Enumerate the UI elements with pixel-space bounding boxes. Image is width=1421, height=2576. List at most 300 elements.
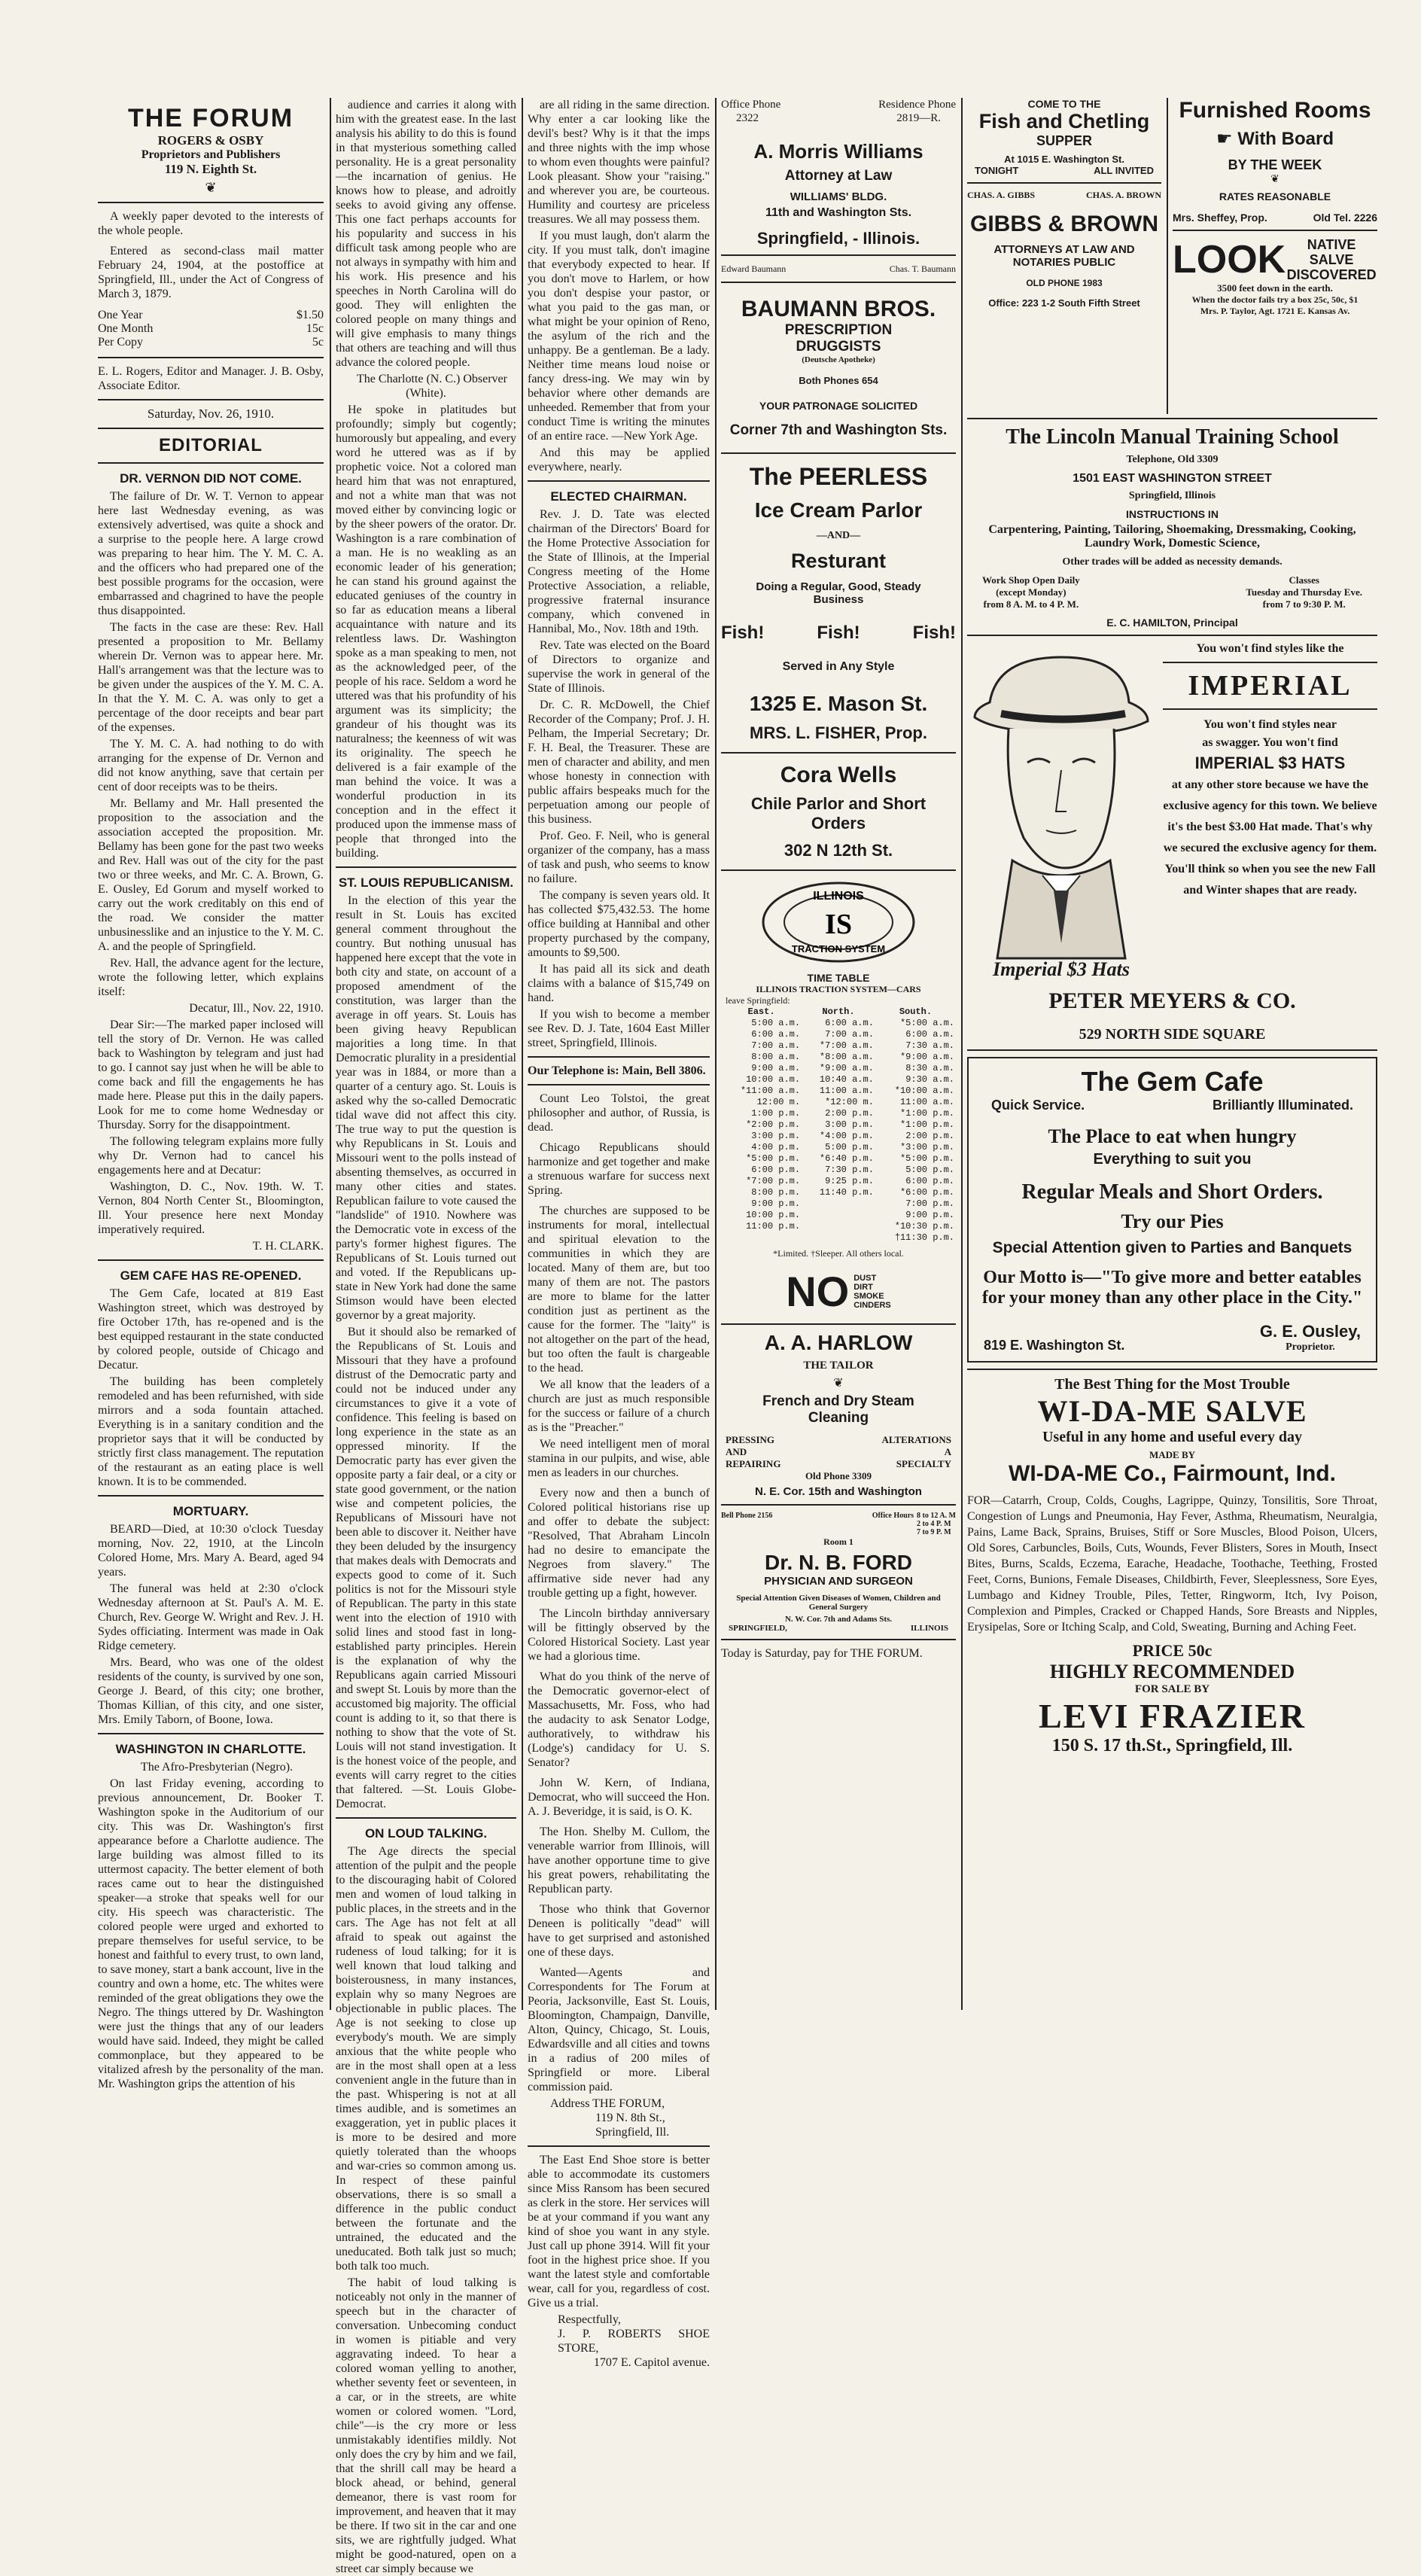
paragraph: The company is seven years old. It has collected $75,432.53. The home office building at Hannibal and other property purchased by the company, amounts to $9,500. (528, 889, 710, 959)
ad-other: Other trades will be added as necessity demands. (1062, 556, 1283, 568)
editorial-heading: EDITORIAL (159, 435, 263, 455)
ad-furnished-rooms (1173, 98, 1377, 224)
gem-line: Special Attention given to Parties and Banquets (992, 1239, 1353, 1256)
look-feet: 3500 feet down in the earth. (1217, 282, 1333, 294)
ad-address: At 1015 E. Washington St. (1004, 154, 1124, 165)
column-rule (522, 98, 523, 2010)
col-header: North. (822, 1006, 855, 1017)
timetable-cell: *11:00 a.m. (740, 1086, 801, 1096)
timetable-cell: 9:00 a.m. (751, 1063, 801, 1073)
timetable-row (721, 1165, 956, 1176)
divider (967, 635, 1377, 636)
divider (98, 1495, 324, 1497)
paragraph: The Y. M. C. A. had nothing to do with arranging for the expense of Dr. Vernon and did not know anything, save that certain per cent of door receipts was to be theirs. (98, 738, 324, 793)
hours-line: Work Shop Open Daily (982, 574, 1080, 586)
ad-ford (721, 1512, 956, 1633)
ad-baumann (721, 289, 956, 446)
ad-cora-wells (721, 760, 956, 863)
timetable-cell: 6:00 a.m. (751, 1029, 801, 1040)
divider (967, 1049, 1377, 1051)
man-in-hat-icon (967, 642, 1155, 958)
timetable-cell: *10:30 p.m. (894, 1221, 954, 1232)
ad-name: Furnished Rooms (1179, 98, 1371, 123)
residence-phone-number: 2819—R. (896, 112, 941, 124)
timetable-header (721, 1006, 956, 1018)
timetable-row (721, 1153, 956, 1165)
timetable-row (721, 1029, 956, 1040)
paragraph: Dear Sir:—The marked paper inclosed will tell the story of Dr. Vernon. He was called back to Washington by telegram and just had to go. I cannot say just when he will be able to come back and fill the engagements he has made here. Please put this in the daily papers. Look for me to come home Wednesday or Thursday. Sorry for the disappointment. (98, 1019, 324, 1131)
ad-line: DRUGGISTS (796, 339, 881, 355)
ad-lincoln-school (967, 425, 1377, 629)
ad-imperial (967, 642, 1377, 1026)
ad-description: Doing a Regular, Good, Steady Business (756, 580, 921, 606)
ad-title: Attorney at Law (784, 168, 893, 184)
divider (967, 182, 1161, 184)
column-2 (336, 98, 516, 2575)
gem-footer (976, 1322, 1368, 1353)
timetable-cell: *5:00 p.m. (746, 1153, 801, 1164)
divider (98, 202, 324, 203)
address-line: Address THE FORUM, (550, 2097, 665, 2110)
ad-address: N. E. Cor. 15th and Washington (755, 1485, 922, 1498)
timetable-cell: 6:00 a.m. (825, 1018, 874, 1028)
paragraph: Washington, D. C., Nov. 19th. W. T. Vernon, 804 North Center St., Bloomington, Ill. Your presence here next Monday imperatively required. (98, 1180, 324, 1236)
article-body (528, 1204, 710, 1480)
timetable-cell: 7:30 p.m. (825, 1165, 874, 1175)
masthead-subtitle: Proprietors and Publishers (141, 148, 281, 161)
rate-label: One Month (98, 322, 154, 335)
divider (721, 1504, 956, 1506)
divider (967, 1369, 1377, 1370)
masthead-address: 119 N. Eighth St. (164, 162, 257, 176)
timetable-cell (802, 1232, 875, 1244)
imperial-top: You won't find styles like the (1196, 642, 1344, 655)
timetable-cell: 6:00 p.m. (751, 1165, 801, 1175)
gibbs-names (967, 190, 1161, 201)
divider (336, 1817, 516, 1819)
paragraph: The building has been completely remodeled and has been refurnished, with side mirrors and a soda fountain attached. Everything is in a sanitary condition and the proprietor says that it will be conducted by strictly first class management. The reputation of the restaurant as an eating place is well known. It is to be commended. (98, 1375, 324, 1488)
hours-label: Office Hours (872, 1512, 914, 1520)
timetable-cell: †11:30 p.m. (894, 1232, 954, 1243)
owner-name: G. E. Ousley, (1259, 1322, 1361, 1341)
timetable-cell: 7:30 a.m. (905, 1040, 954, 1051)
dealer-address: 529 NORTH SIDE SQUARE (1079, 1026, 1266, 1043)
service-line: AND (726, 1446, 747, 1457)
paragraph: It has paid all its sick and death claims with a balance of $15,749 on hand. (528, 963, 710, 1004)
issue-date: Saturday, Nov. 26, 1910. (147, 406, 275, 421)
ornament-icon: ❦ (1270, 174, 1280, 185)
column-3 (528, 98, 710, 2369)
timetable-row (721, 1052, 956, 1063)
timetable-row (721, 1086, 956, 1097)
signoff: Respectfully, (558, 2313, 621, 2326)
imperial-line: as swagger. You won't find (1202, 736, 1338, 749)
ad-widame (967, 1376, 1377, 1756)
ad-corner: Corner 7th and Washington Sts. (729, 422, 948, 438)
ad-title: ATTORNEYS AT LAW AND NOTARIES PUBLIC (993, 243, 1135, 269)
paragraph: The Age directs the special attention of the pulpit and the people to the discouraging habit of Colored men and women of loud talking in public places, in the streets and in the cars. The Age has not felt at all afraid to speak out against the rudeness of loud talking; for it is well known that loud talking and boisterousness, in many instances, explain why so many Negroes are objectionable in public places. The Age is not seeking to close up everybody's mouth. We are simply anxious that the white people who are in the most shall open at a less convenient angle in the future than in the past. Whispering is not at all times audible, and is sometimes an exaggeration, yet in public places it is more to be desired and more quietly tolerated than the whoops and war-cries so common among us. In respect of these painful observations, there is so small a difference in the public conduct between the fortunate and the untrained, the educated and the uneducated. Both talk just so much; both talk too much. (336, 1845, 516, 2273)
baumann-names (721, 262, 956, 276)
invited-label: ALL INVITED (1094, 165, 1154, 176)
timetable-cell: 10:00 a.m. (746, 1074, 801, 1085)
gem-owner (1260, 1322, 1361, 1353)
imperial-line: at any other store because we have the exclusive agency for this town. We believe it's the best $3.00 Hat made. That's why we secured the exclusive agency for them. You'll think so when you see the new Fall and Winter shapes that are ready. (1163, 778, 1377, 897)
rate-label: One Year (98, 309, 143, 321)
hours-line: Tuesday and Thursday Eve. (1246, 586, 1362, 598)
timetable-row (721, 1176, 956, 1187)
timetable-cell: 8:00 a.m. (751, 1052, 801, 1062)
ad-line: French and Dry Steam (762, 1393, 914, 1409)
gem-motto: Our Motto is—"To give more and better eatables for your money than any other place in the City." (981, 1268, 1363, 1308)
ford-phone: Bell Phone 2156 (721, 1512, 773, 1520)
timetable-cell: 7:00 p.m. (905, 1198, 954, 1209)
paragraph: Wanted—Agents and Correspondents for The Forum at Peoria, Jacksonville, East St. Louis, Bloomington, Champaign, Danville, Alton, Quincy, Chicago, St. Louis, Edwardsville and all cities and towns in a radius of 200 miles of Springfield or more. Liberal commission paid. (528, 1966, 710, 2093)
gem-quick: Quick Service. (991, 1098, 1085, 1113)
timetable-row (721, 1221, 956, 1232)
timetable-cell (802, 1198, 875, 1210)
timetable-cell: *7:00 a.m. (819, 1040, 874, 1051)
paragraph: And this may be applied everywhere, nearly. (528, 446, 710, 473)
harlow-services (721, 1434, 956, 1470)
widame-made: MADE BY (1149, 1449, 1196, 1460)
paragraph: Mrs. Beard, who was one of the oldest residents of the county, is survived by one son, George J. Beard, of this city; one brother, Thomas Killian, of this city, and one sister, Mrs. Emily Taborn, of Boone, Iowa. (98, 1656, 324, 1726)
gem-tagline (976, 1098, 1368, 1113)
timetable-cell: *9:00 a.m. (819, 1063, 874, 1073)
ad-address: 1325 E. Mason St. (749, 692, 928, 715)
timetable-row (721, 1108, 956, 1119)
divider (967, 418, 1377, 419)
divider (721, 869, 956, 871)
widame-sale: FOR SALE BY (1134, 1683, 1210, 1695)
service-line: REPAIRING (726, 1458, 781, 1469)
partner-name: CHAS. A. BROWN (1085, 190, 1161, 200)
newspaper-page (98, 98, 1377, 2575)
masthead-description: A weekly paper devoted to the interests of the whole people. (98, 210, 324, 237)
timetable-cell: 8:00 p.m. (751, 1187, 801, 1198)
timetable-row (721, 1097, 956, 1108)
paragraph: The funeral was held at 2:30 o'clock Wednesday afternoon at St. Paul's A. M. E. Church, Rev. George W. Wright and Rev. J. H. Sydes officiating. Interment was made in Oak Ridge cemetery. (98, 1582, 324, 1652)
ad-name: GIBBS & BROWN (970, 212, 1158, 236)
paragraph: Chicago Republicans should harmonize and get together and make a strenuous warfare for success next Spring. (528, 1141, 710, 1197)
class-hours (1246, 574, 1362, 611)
ad-no-dust (721, 1268, 956, 1315)
paragraph: We all know that the leaders of a church are just as much responsible for the success or failure of a church as is the "Preacher." (528, 1378, 710, 1434)
timetable-cell: 2:00 p.m. (905, 1131, 954, 1141)
ad-name: Dr. N. B. FORD (764, 1551, 912, 1574)
ford-hours (872, 1512, 956, 1536)
ad-gibbs-brown (967, 190, 1161, 309)
ad-title: THE TAILOR (803, 1360, 874, 1372)
hours-line: 8 to 12 A. M (917, 1512, 956, 1520)
ad-and: —AND— (816, 530, 861, 541)
timetable-cell: 11:40 p.m. (819, 1187, 874, 1198)
ad-line: Resturant (790, 550, 887, 572)
timetable-cell: *1:00 p.m. (899, 1119, 954, 1130)
column-rule (715, 98, 717, 2010)
no-item: DIRT (854, 1283, 873, 1292)
timetable-row (721, 1198, 956, 1210)
timetable-leave: leave Springfield: (726, 995, 790, 1006)
hours-line: 7 to 9 P. M (917, 1528, 951, 1536)
timetable-cell: 6:00 a.m. (905, 1029, 954, 1040)
timetable-cell: *4:00 p.m. (819, 1131, 874, 1141)
paragraph: BEARD—Died, at 10:30 o'clock Tuesday morning, Nov. 22, 1910, at the Lincoln Colored Home, Mrs. Mary A. Beard, aged 94 years. (98, 1523, 324, 1579)
timetable-row (721, 1131, 956, 1142)
timetable-cell: *5:00 p.m. (899, 1153, 954, 1164)
article-body (336, 894, 516, 1811)
ad-address: 11th and Washington Sts. (765, 206, 912, 219)
widame-company: WI-DA-ME Co., Fairmount, Ind. (1009, 1461, 1336, 1486)
timetable-body (721, 1018, 956, 1244)
column-rule (1167, 98, 1168, 414)
look-price: When the doctor fails try a box 25c, 50c, $1 (1191, 294, 1359, 305)
imperial-line: You won't find styles near (1203, 718, 1337, 731)
office-phone-label: Office Phone (721, 99, 781, 111)
divider (528, 1056, 710, 1058)
divider (1163, 662, 1377, 663)
timetable-cell: *9:00 a.m. (899, 1052, 954, 1062)
timetable-cell: 8:30 a.m. (905, 1063, 954, 1073)
gem-line: Regular Meals and Short Orders. (1021, 1180, 1323, 1204)
gem-address: 819 E. Washington St. (984, 1338, 1125, 1353)
timetable-cell: 9:25 p.m. (825, 1176, 874, 1186)
timetable-row (721, 1187, 956, 1198)
ad-name: A. Morris Williams (753, 140, 923, 163)
paragraph: In the election of this year the result in St. Louis has excited general comment throughout the country. But nothing unusual has happened here except that the vote in both city and state, on account of a proposed amendment of the constitution, was larger than the average in off years. St. Louis has been giving heavy Republican majorities a long time. In that Democratic plurality in a presidential year was in 1884, or more than a quarter of a century ago. St. Louis is asked why the so-called Democratic tidal wave did not affect this city. The true way to put the question is why Republicans in St. Louis and Missouri went to the polls instead of absenting themselves, as occurred in many other cities and states. Republican failure to vote caused the "landslide" of 1910. Nowhere was the Democratic vote in excess of the party's former highest figures. The Republicans of St. Louis turned out and voted. If the Republicans up-state in New York had done the same Stimson would have been elected governor by a great majority. (336, 894, 516, 1322)
ad-special: Special Attention Given Diseases of Women, Children and General Surgery (736, 1594, 941, 1612)
divider (1163, 708, 1377, 710)
timetable-cell: 7:00 a.m. (825, 1029, 874, 1040)
look-line: DISCOVERED (1286, 267, 1377, 282)
ad-williams (721, 98, 956, 248)
ad-line: RATES REASONABLE (1219, 190, 1331, 202)
paragraph: We need intelligent men of moral stamina in our pulpits, and wise, able men as leaders in our churches. (528, 1438, 710, 1479)
paragraph: Prof. Geo. F. Neil, who is general organizer of the company, has a mass of task and push, who seems to know no failure. (528, 830, 710, 885)
logo-bottom-text: TRACTION SYSTEM (791, 943, 886, 955)
timetable-cell: *3:00 p.m. (899, 1142, 954, 1153)
widame-address: 150 S. 17 th.St., Springfield, Ill. (1051, 1736, 1293, 1755)
ad-fish-supper (967, 98, 1161, 176)
ad-peerless (721, 460, 956, 746)
divider (98, 462, 324, 464)
paragraph: If you wish to become a member see Rev. D. J. Tate, 1604 East Miller street, Springfield, Illinois. (528, 1008, 710, 1049)
timetable-cell: 3:00 p.m. (825, 1119, 874, 1130)
ad-phone: OLD PHONE 1983 (1026, 278, 1103, 288)
hours-line: (except Monday) (996, 586, 1067, 598)
divider (528, 1084, 710, 1086)
timetable-row (721, 1040, 956, 1052)
imperial-dealer (967, 988, 1377, 1014)
divider (721, 254, 956, 256)
service-line: SPECIALTY (896, 1458, 951, 1469)
ad-traction (721, 877, 956, 1260)
timetable-cell: *6:00 p.m. (899, 1187, 954, 1198)
masthead-proprietors: ROGERS & OSBY (157, 133, 264, 148)
ford-room: Room 1 (823, 1536, 854, 1547)
ad-line: BY THE WEEK (1228, 157, 1322, 172)
no-item: SMOKE (854, 1292, 884, 1301)
divider (721, 1639, 956, 1640)
partner-name: Edward Baumann (721, 263, 787, 274)
timetable-cell: 4:00 p.m. (751, 1142, 801, 1153)
signature-address: 1707 E. Capitol avenue. (593, 2356, 710, 2369)
ad-name: A. A. HARLOW (764, 1331, 913, 1354)
address-block (528, 2096, 710, 2139)
article-heading: MORTUARY. (172, 1504, 249, 1518)
masthead-entered: Entered as second-class mail matter February 24, 1904, at the postoffice at Springfield, Ill., under the Act of Congress of March 3, 1879. (98, 245, 324, 300)
rate-row (98, 336, 324, 349)
paragraph: Every now and then a bunch of Colored political historians rise up and offer to debate the subject: "Resolved, That Abraham Lincoln had no desire to emancipate the Negroes from slavery." The affirmative side never had any trouble getting up a fight, however. (528, 1487, 710, 1600)
rate-price: 15c (306, 322, 324, 335)
ad-line: Chile Parlor and Short (750, 794, 927, 813)
column-4 (721, 98, 956, 2014)
imperial-line: IMPERIAL $3 HATS (1194, 754, 1346, 772)
owner-title: Proprietor. (1286, 1341, 1335, 1353)
masthead (98, 104, 324, 196)
ad-proprietor: MRS. L. FISHER, Prop. (750, 723, 927, 742)
ad-patronage: YOUR PATRONAGE SOLICITED (759, 400, 918, 412)
rooms-proprietor: Mrs. Sheffey, Prop. (1173, 212, 1267, 224)
article-heading: GEM CAFE HAS RE-OPENED. (120, 1268, 302, 1283)
pay-notice: Today is Saturday, pay for THE FORUM. (721, 1647, 923, 1660)
hours-list (917, 1512, 956, 1536)
ad-line: PRESCRIPTION (784, 322, 893, 338)
ornament-icon: ❦ (833, 1377, 844, 1390)
timetable-cell: *12:00 m. (825, 1097, 874, 1107)
timetable-cell: *5:00 a.m. (899, 1018, 954, 1028)
ad-harlow (721, 1331, 956, 1498)
imperial-brand: IMPERIAL (1188, 670, 1353, 702)
article-body (336, 98, 516, 860)
paragraph: Rev. Hall, the advance agent for the lecture, wrote the following letter, which explains itself: (98, 957, 324, 998)
city-left: SPRINGFIELD, (729, 1624, 787, 1633)
timetable-cell: *10:00 a.m. (894, 1086, 954, 1096)
partner-name: CHAS. A. GIBBS (967, 190, 1036, 200)
widame-uses: FOR—Catarrh, Croup, Colds, Coughs, Lagrippe, Quinzy, Tonsilitis, Sore Throat, Congestion of Lungs and Pneumonia, Hay Fever, Asthma, Rheumatism, Neuralgia, Pains, Lame Back, Sprains, Bruises, Stiff or Sore Muscles, Blood Poison, Ulcers, Old Sores, Carbuncles, Boils, Cuts, Wounds, Fever Blisters, Sores in Mouth, Insect Bites, Burns, Scalds, Eczema, Earache, Headache, Toothache, Teething, Frosted Feet, Corns, Bunions, Female Diseases, Childbirth, Fever, Sleeplessness, Sore Eyes, Lumbago and Kidney Trouble, Piles, Tetter, Ringworm, Itch, Ivy Poison, Complexion and Pimples, Cracked or Chapped Hands, Sore Breasts and Nipples, Erysipelas, Sore or Itching Scalp, and Cold, Sweating, Burning and Aching Feet. (967, 1494, 1377, 1634)
paragraph: The failure of Dr. W. T. Vernon to appear here last Wednesday evening, as was extensively advertised, was quite a shock and a surprise to the people here. A large crowd was preparing to hear him. The Y. M. C. A. and the officers who had prepared one of the best possible programs for the occasion, were embarrassed and chagrined to have the people thus disappointed. (98, 490, 324, 617)
ad-line: SUPPER (1036, 133, 1093, 148)
logo-top-text: ILLINOIS (813, 890, 864, 903)
fish-word: Fish! (817, 623, 860, 643)
timetable-cell: 9:00 p.m. (905, 1210, 954, 1220)
timetable-cell: 5:00 a.m. (751, 1018, 801, 1028)
ad-city: Springfield, Illinois (1128, 490, 1216, 501)
timetable-cell: *1:00 p.m. (899, 1108, 954, 1119)
timetable-footnote: *Limited. †Sleeper. All others local. (773, 1248, 904, 1259)
hours-line: from 7 to 9:30 P. M. (1262, 598, 1346, 610)
rate-label: Per Copy (98, 336, 143, 349)
divider (98, 1259, 324, 1261)
no-item: CINDERS (854, 1301, 891, 1310)
rate-price: 5c (312, 336, 324, 349)
timetable-cell: *8:00 a.m. (819, 1052, 874, 1062)
paragraph: Rev. Tate was elected on the Board of Directors to organize and supervise the work in general of the State of Illinois. (528, 639, 710, 695)
article-body (336, 1844, 516, 2576)
traction-logo (721, 877, 956, 967)
widame-name: WI-DA-ME SALVE (1037, 1394, 1307, 1428)
ad-building: WILLIAMS' BLDG. (790, 190, 887, 203)
paragraph: are all riding in the same direction. Why enter a car looking like the devil's best? Why is it that the imps and three nights with the imp whose to whom even thoughts were painful? Look pleasant. Show your "raising." and wherever you are, be courteous. Humility and courtesy are priceless treasures. We all may possess them. (528, 99, 710, 226)
timetable-row (721, 1018, 956, 1029)
paragraph: What do you think of the nerve of the Democratic governor-elect of Massachusetts, Mr. Foss, who had the audacity to ask Senator Lodge, authoratively, to withdraw his (Lodge's) candidacy for U. S. Senator? (528, 1670, 710, 1769)
ford-city (721, 1624, 956, 1633)
ad-address: 302 N 12th St. (784, 841, 893, 860)
article-body (98, 489, 324, 1253)
paragraph: But it should also be remarked of the Republicans of St. Louis and Missouri that they have a profound distrust of the Democratic party and could not be induced under any circumstances to give it a vote of confidence. This feeling is based on long experience in the state as an oppressed minority. If the Democratic party has ever given the opposite party a fair deal, or a city or state good government, or the nation wise and competent policies, the Republicans of Missouri have not been able to discover it. Neither have they been deluded by the insurgency that makes deals with Democrats and expects good to come of it. Such politics is not for the Missouri style of Republican. The party in this state went into the election of 1910 with solid lines and stood fast in long-established party principles. Herein is the explanation of why the Republicans again carried Missouri and swept St. Louis by more than the accustomed big majority. The official count is adding to it, so that there is nothing to show that the vote of St. Louis will not stand investigation. It is the honest voice of the people, and events will carry regret to the cities that faltered. —St. Louis Globe-Democrat. (336, 1326, 516, 1810)
timetable-cell: 9:00 p.m. (751, 1198, 801, 1209)
wide-ad-area (967, 418, 1377, 2010)
imperial-script-text: Imperial $3 Hats (992, 958, 1130, 980)
address-line: 119 N. 8th St., (595, 2112, 665, 2124)
ad-name: The Gem Cafe (1081, 1066, 1264, 1097)
timetable-cell: 3:00 p.m. (751, 1131, 801, 1141)
paragraph: Rev. J. D. Tate was elected chairman of the Directors' Board for the Home Protective Association for the State of Illinois, at the Imperial Congress meeting of the Home Protective Association, a reliable, progressive fraternal insurance company, which convened in Hannibal, Mo., Nov. 18th and 19th. (528, 508, 710, 635)
services-left (726, 1434, 780, 1470)
imperial-copy (1163, 642, 1377, 901)
paragraph: The Lincoln birthday anniversary will be fittingly observed by the Colored Historical Society. Last year we had a glorious time. (528, 1607, 710, 1663)
ad-line: Ice Cream Parlor (754, 498, 923, 522)
article-body (528, 507, 710, 1050)
gem-line: Try our Pies (1121, 1210, 1224, 1232)
look-line: NATIVE (1307, 237, 1356, 252)
article-heading: ST. LOUIS REPUBLICANISM. (338, 875, 514, 890)
paragraph: The churches are supposed to be instruments for moral, intellectual and spiritual elevation to the communities in which they are located. Many of them are, but too many of them are not. The pastors are more to blame for the latter condition just as pertinent as the cause for the former. The "laity" is not altogether on the part of the head, but too often the fault is chargeable to the head. (528, 1204, 710, 1375)
timetable-cell: 11:00 a.m. (819, 1086, 874, 1096)
ad-served: Served in Any Style (782, 660, 895, 673)
no-word: NO (786, 1268, 850, 1315)
rate-row (98, 309, 324, 322)
timetable-title: TIME TABLE (807, 972, 870, 984)
timetable-cell: 9:30 a.m. (905, 1074, 954, 1085)
paragraph: On last Friday evening, according to previous announcement, Dr. Booker T. Washington spoke in the Auditorium of our city. This was Dr. Washington's first appearance before a Charlotte audience. The large building was almost filled to its uttermost capacity. The better element of both races came out to hear the distinguished speaker—a stroke that speaks well for our city. His speech was characteristic. The colored people were urged and exhorted to prepare themselves for useful service, to be honest and faithful to every trust, to own land, to save money, start a bank account, live in the country and own a home, etc. The whites were reminded of the great obligations they owe the Negro. The things uttered by Dr. Washington were just the things that any of our leaders would have said. Indeed, they might be called commonplace, but they appeared to be vitalized afresh by the personality of the man. Mr. Washington grips the attention of his (98, 1777, 324, 2090)
ad-address: N. W. Cor. 7th and Adams Sts. (784, 1615, 893, 1624)
timetable-row (721, 1119, 956, 1131)
gem-line: Everything to suit you (1093, 1151, 1252, 1168)
divider (1173, 230, 1377, 231)
ad-line (1173, 128, 1377, 150)
article-heading: ON LOUD TALKING. (364, 1826, 488, 1841)
ad-phone: Telephone, Old 3309 (1126, 454, 1219, 465)
ad-phones: Both Phones 654 (799, 375, 878, 386)
svg-text:IS: IS (825, 909, 852, 940)
timetable-row (721, 1074, 956, 1086)
hours-line: from 8 A. M. to 4 P. M. (983, 598, 1079, 610)
ad-name: Cora Wells (780, 763, 897, 787)
timetable-cell: 11:00 a.m. (899, 1097, 954, 1107)
hat-illustration (967, 642, 1155, 958)
phone-row (721, 98, 956, 111)
divider (721, 1323, 956, 1325)
ornament-icon: ❦ (205, 180, 217, 195)
timetable-cell: 11:00 p.m. (746, 1221, 801, 1232)
ad-name: BAUMANN BROS. (741, 297, 936, 321)
school-hours (967, 574, 1377, 611)
partner-name: Chas. T. Baumann (889, 263, 956, 274)
widame-recommended: HIGHLY RECOMMENDED (1049, 1661, 1295, 1682)
divider (721, 452, 956, 454)
gem-bright: Brilliantly Illuminated. (1212, 1098, 1353, 1113)
timetable-cell (721, 1232, 802, 1244)
divider (721, 752, 956, 754)
ad-look-salve (1173, 237, 1377, 317)
ad-city: Springfield, - Illinois. (756, 229, 920, 248)
paragraph: The Afro-Presbyterian (Negro). (140, 1761, 294, 1774)
subscription-rates (98, 309, 324, 349)
hand-pointer-icon: ☛ (1216, 129, 1233, 149)
rooms-phone: Old Tel. 2226 (1313, 212, 1377, 224)
ad-courses: Carpentering, Painting, Tailoring, Shoemaking, Dressmaking, Cooking, Laundry Work, Domestic Science, (988, 523, 1356, 550)
ad-title: PHYSICIAN AND SURGEON (764, 1575, 913, 1588)
